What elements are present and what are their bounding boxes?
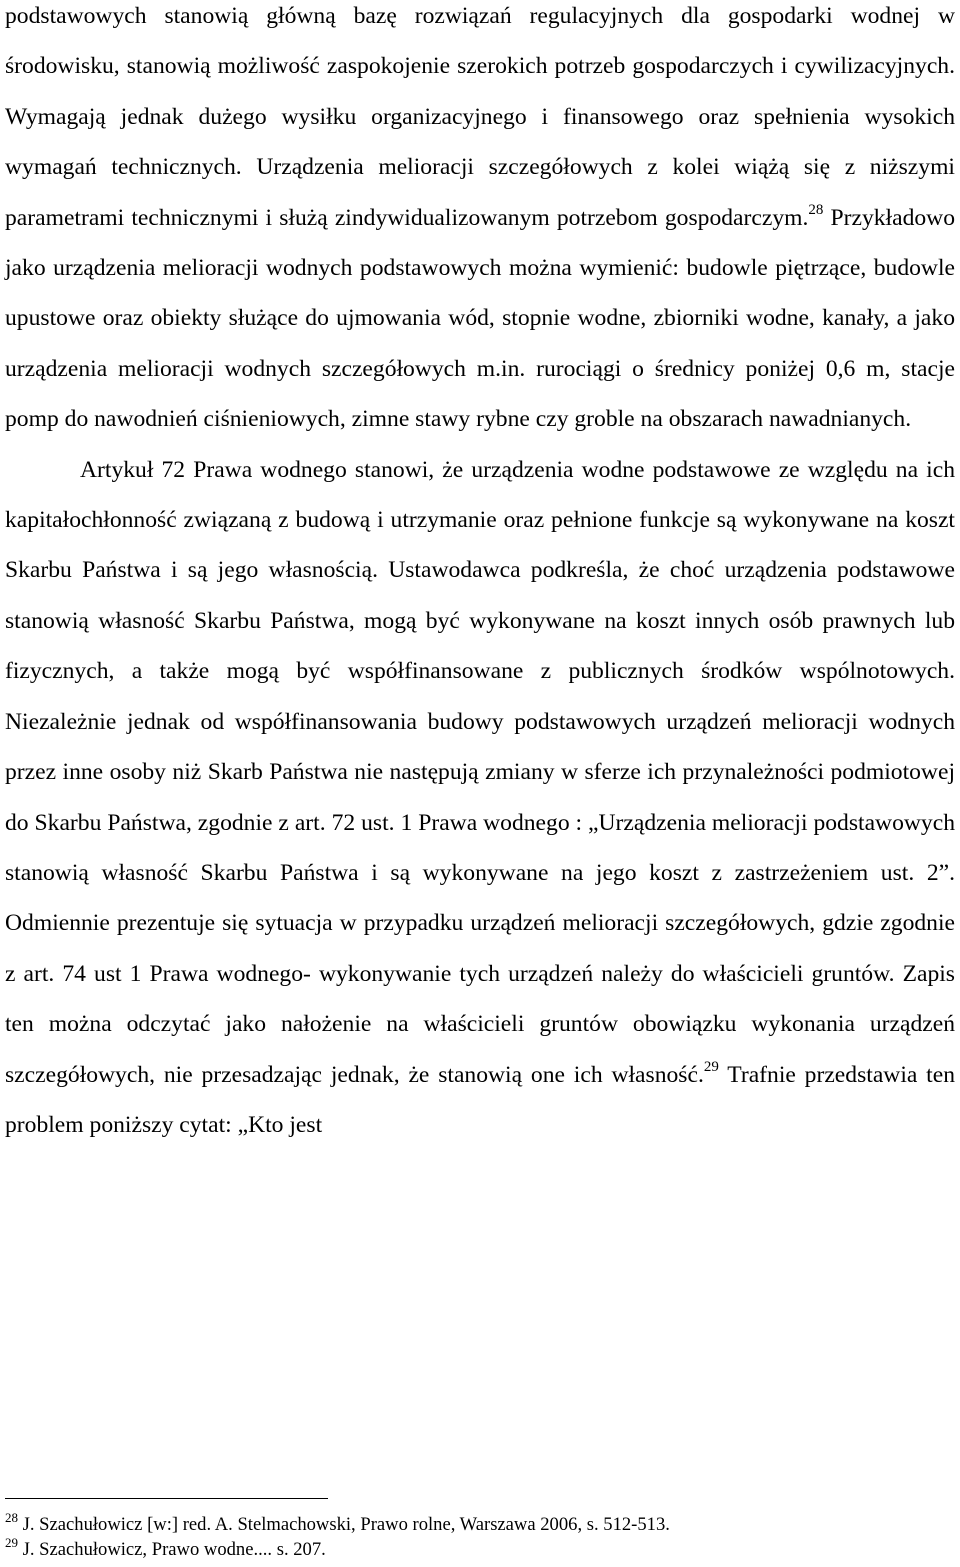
footnote-text: J. Szachułowicz [w:] red. A. Stelmachowski, Prawo rolne, Warszawa 2006, s. 512-513.: [18, 1514, 670, 1535]
footnote-number: 29: [5, 1535, 18, 1550]
document-page: [5, 0, 956, 1560]
body-paragraph-1: [5, 0, 955, 445]
paragraph-1-text-a: podstawowych stanowią główną bazę rozwiązań regulacyjnych dla gospodarki wodnej w środowisku, stanowią możliwość zaspokojenie szerokich potrzeb gospodarczych i cywilizacyjnych. Wymagają jednak dużego wysiłku organizacyjnego i finansowego oraz spełnienia wysokich wymagań technicznych. Urządzenia melioracji szczegółowych z kolei wiążą się z niższymi parametrami technicznymi i służą zindywidualizowanym potrzebom gospodarczym.: [5, 3, 955, 231]
footnote-separator: [5, 1498, 328, 1499]
footnote-reference-28: 28: [808, 201, 824, 218]
footnote-text: J. Szachułowicz, Prawo wodne.... s. 207.: [18, 1539, 326, 1560]
footnote-28: [5, 1512, 955, 1537]
footnote-29: [5, 1537, 955, 1562]
paragraph-2-text-b: Trafnie przedstawia ten problem poniższy cytat: „Kto jest: [5, 1061, 956, 1138]
body-paragraph-2: [5, 445, 955, 1151]
footnote-reference-29: 29: [703, 1058, 719, 1075]
paragraph-1-text-b: Przykładowo jako urządzenia melioracji wodnych podstawowych można wymienić: budowle piętrzące, budowle upustowe oraz obiekty służące do ujmowania wód, stopnie wodne, zbiorniki wodne, kanały, a jako urządzenia melioracji wodnych szczegółowych m.in. rurociągi o średnicy poniżej 0,6 m, stacje pomp do nawodnień ciśnieniowych, zimne stawy rybne czy groble na obszarach nawadnianych.: [5, 204, 955, 433]
footnotes: [5, 1512, 955, 1562]
footnote-number: 28: [5, 1510, 18, 1525]
paragraph-2-text-a: Artykuł 72 Prawa wodnego stanowi, że urządzenia wodne podstawowe ze względu na ich kapitałochłonność związaną z budową i utrzymanie oraz pełnione funkcje są wykonywane na koszt Skarbu Państwa i są jego własnością. Ustawodawca podkreśla, że choć urządzenia podstawowe stanowią własność Skarbu Państwa, mogą być wykonywane na koszt innych osób prawnych lub fizycznych, a także mogą być współfinansowane z publicznych środków wspólnotowych. Niezależnie jednak od współfinansowania budowy podstawowych urządzeń melioracji wodnych przez inne osoby niż Skarb Państwa nie następują zmiany w sferze ich przynależności podmiotowej do Skarbu Państwa, zgodnie z art. 72 ust. 1 Prawa wodnego : „Urządzenia melioracji podstawowych stanowią własność Skarbu Państwa i są wykonywane na jego koszt z zastrzeżeniem ust. 2”. Odmiennie prezentuje się sytuacja w przypadku urządzeń melioracji szczegółowych, gdzie zgodnie z art. 74 ust 1 Prawa wodnego- wykonywanie tych urządzeń należy do właścicieli gruntów. Zapis ten można odczytać jako nałożenie na właścicieli gruntów obowiązku wykonania urządzeń szczegółowych, nie przesadzając jednak, że stanowią one ich własność.: [5, 456, 955, 1088]
